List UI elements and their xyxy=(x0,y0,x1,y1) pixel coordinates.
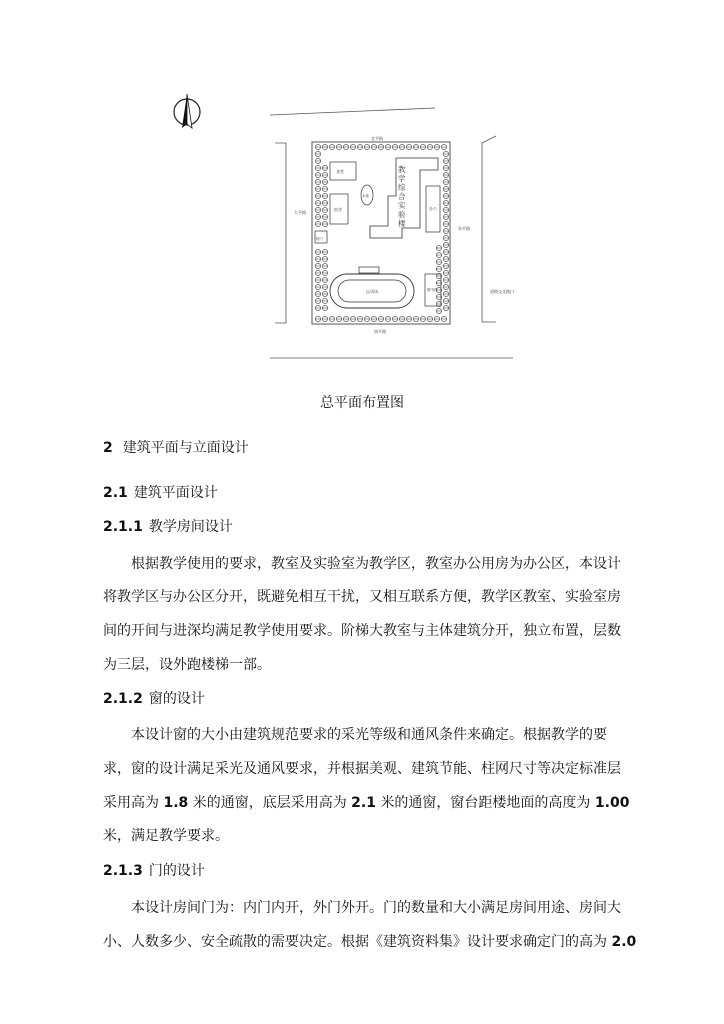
door-height: 2.0 xyxy=(611,934,637,950)
site-plan-figure xyxy=(170,88,530,363)
canteen-label: 食堂 xyxy=(336,169,344,174)
paragraph-2-line-4: 米，满足教学要求。 xyxy=(103,828,229,844)
teaching-complex-label xyxy=(398,164,406,228)
window-height-standard: 1.8 xyxy=(163,795,189,811)
heading-title: 建筑平面设计 xyxy=(133,485,218,501)
road-label-left: 大平路 xyxy=(294,210,306,215)
text: 米的通窗，底层采用高为 xyxy=(192,795,347,811)
dorm-label: 宿舍 xyxy=(334,207,342,212)
teaching-complex-label-char: 楼 xyxy=(398,219,406,228)
heading-number: 2.1.1 xyxy=(103,519,143,535)
teaching-complex-label-char: 教 xyxy=(398,165,406,174)
office-label: 办公 xyxy=(429,206,437,211)
field-label: 运动场 xyxy=(366,289,378,294)
road-label-top: 北平路 xyxy=(371,136,383,141)
paragraph-1-line-2: 将教学区与办公区分开，既避免相互干扰，又相互联系方便，教学区教室、实验室房 xyxy=(103,589,621,605)
figure-caption: 总平面布置图 xyxy=(320,395,404,411)
paragraph-2-line-3 xyxy=(103,792,663,812)
heading-2-1 xyxy=(103,482,218,502)
heading-2 xyxy=(103,437,249,457)
heading-title: 窗的设计 xyxy=(148,691,205,707)
road-label-right: 东平路 xyxy=(458,226,470,231)
teaching-complex-label-char: 实 xyxy=(398,201,406,210)
teaching-complex-label-char: 合 xyxy=(398,192,406,201)
paragraph-1-line-3: 间的开间与进深均满足教学使用要求。阶梯大教室与主体建筑分开，独立布置，层数 xyxy=(103,623,621,639)
heading-title: 门的设计 xyxy=(148,863,205,879)
paragraph-3-line-2 xyxy=(103,931,663,951)
pool-label: 水池 xyxy=(362,194,369,198)
paragraph-1-line-1: 根据教学使用的要求，教室及实验室为教学区，教室办公用房为办公区，本设计 xyxy=(131,556,621,572)
text: 米的通窗，窗台距楼地面的高度为 xyxy=(380,795,591,811)
heading-number: 2.1.2 xyxy=(103,691,143,707)
teaching-complex-label-char: 验 xyxy=(398,210,406,219)
paragraph-3-line-1: 本设计房间门为：内门内开，外门外开。门的数量和大小满足房间用途、房间大 xyxy=(131,900,621,916)
gate-label: 校门 xyxy=(316,237,323,241)
text: 小、人数多少、安全疏散的需要决定。根据《建筑资料集》设计要求确定门的高为 xyxy=(103,934,607,950)
heading-number: 2.1.3 xyxy=(103,863,143,879)
heading-title: 教学房间设计 xyxy=(148,519,233,535)
stand xyxy=(359,267,379,273)
text: 采用高为 xyxy=(103,795,159,811)
heading-2-1-2 xyxy=(103,688,205,708)
paragraph-1-line-4: 为三层，设外跑楼梯一部。 xyxy=(103,657,271,673)
teaching-complex-label-char: 综 xyxy=(398,183,406,192)
paragraph-2-line-2: 求，窗的设计满足采光及通风要求，并根据美观、建筑节能、柱网尺寸等决定标准层 xyxy=(103,761,621,777)
road-label-bottom: 南平路 xyxy=(374,329,386,334)
road-label-far-right: 道路交叉路口 xyxy=(490,289,514,294)
heading-2-1-1 xyxy=(103,516,233,536)
teaching-complex-label-char: 学 xyxy=(398,174,406,183)
paragraph-2-line-1: 本设计窗的大小由建筑规范要求的采光等级和通风条件来确定。根据教学的要 xyxy=(131,727,607,743)
heading-number: 2.1 xyxy=(103,485,128,501)
window-height-ground: 2.1 xyxy=(351,795,376,811)
sill-height: 1.00 xyxy=(594,795,630,811)
heading-title: 建筑平面与立面设计 xyxy=(122,440,249,456)
heading-2-1-3 xyxy=(103,860,205,880)
heading-number: 2 xyxy=(103,440,113,456)
library-label: 图书馆 xyxy=(427,288,438,292)
north-arrow-icon xyxy=(174,94,200,128)
